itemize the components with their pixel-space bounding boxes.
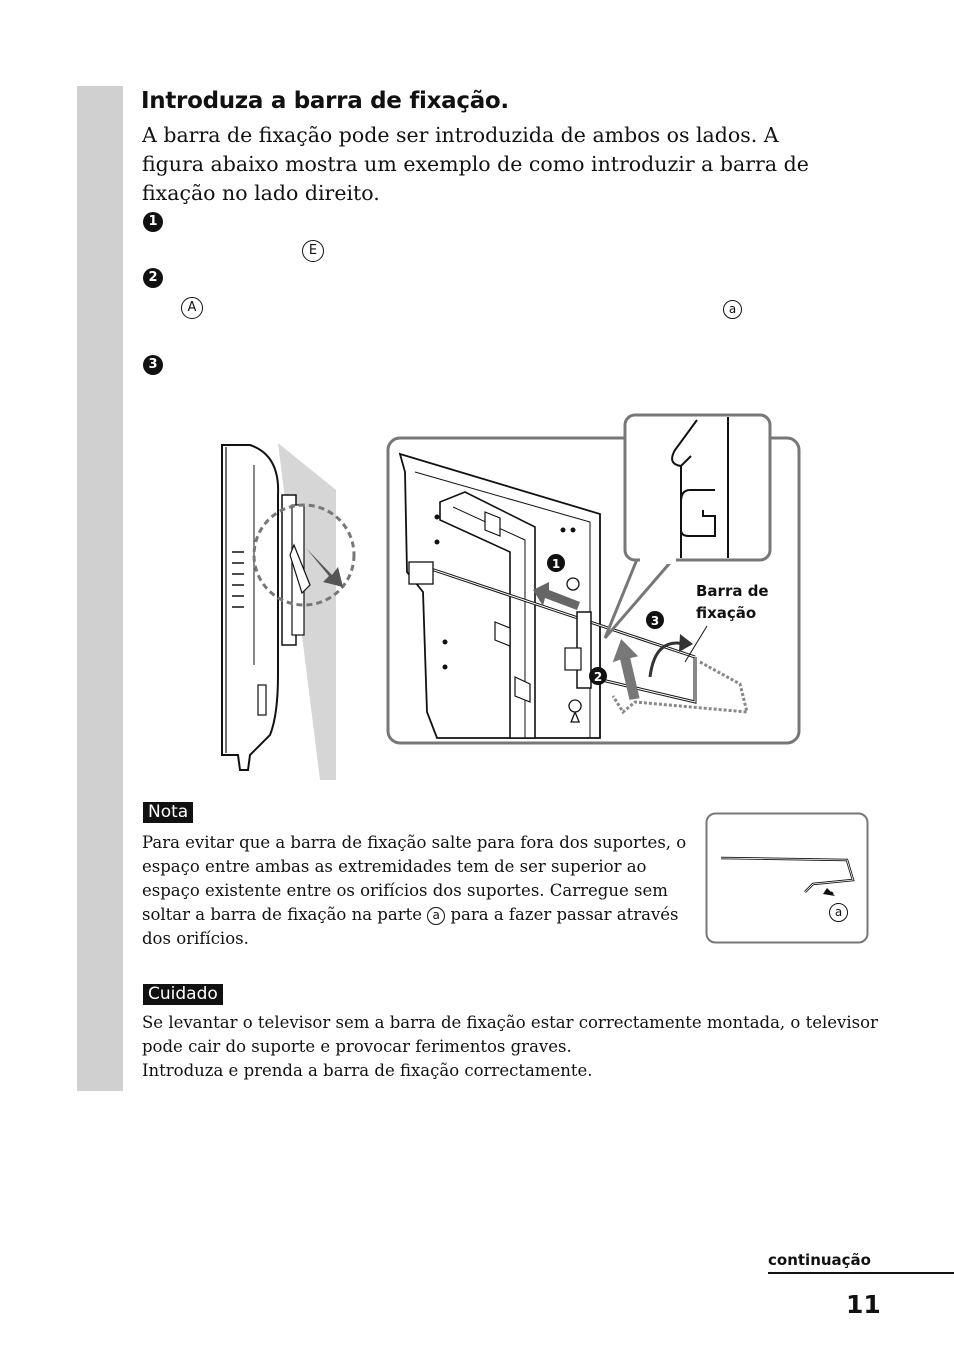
caution-line-1: Se levantar o televisor sem a barra de fixação estar correctamente montada, o televisor pode cair do suporte e provocar ferimentos graves. — [142, 1013, 878, 1056]
note-text — [142, 831, 687, 951]
note-text-before: Para evitar que a barra de fixação salte para fora dos suportes, o espaço entre ambas as extremidades tem de ser superior ao espaço existente entre os orifícios dos suportes. Carregue sem soltar a barra de fixação na parte — [142, 833, 687, 924]
note-part-a: a — [427, 907, 445, 925]
note-label: Nota — [143, 802, 193, 823]
figure-callout-1: 1 — [551, 557, 561, 571]
section-heading: Introduza a barra de fixação. — [141, 88, 509, 114]
caution-label: Cuidado — [143, 984, 223, 1005]
step-1-marker: 1 — [143, 212, 163, 232]
step-3-marker: 3 — [143, 355, 163, 375]
margin-bar — [77, 86, 123, 1091]
note-bar-illustration — [705, 812, 870, 945]
intro-paragraph: A barra de fixação pode ser introduzida de ambos os lados. A figura abaixo mostra um exemplo de como introduzir a barra de fixação no lado direito. — [142, 123, 809, 205]
step-2-marker: 2 — [143, 268, 163, 288]
figure-callout-2: 2 — [593, 670, 603, 684]
step-2-reference-a: A — [181, 297, 203, 319]
continued-label: continuação — [768, 1251, 871, 1269]
mounting-bracket-illustration — [385, 412, 805, 748]
caution-line-2: Introduza e prenda a barra de fixação correctamente. — [142, 1061, 593, 1080]
step-2-part-a: a — [723, 300, 742, 319]
tv-side-view-illustration — [210, 435, 360, 780]
footer-rule — [768, 1272, 954, 1274]
fixing-bar-label-line1: Barra de — [696, 582, 769, 600]
fixing-bar-label-line2: fixação — [696, 604, 757, 622]
step-1-reference-e: E — [302, 240, 324, 262]
figure-callout-3: 3 — [650, 614, 660, 628]
page-number: 11 — [846, 1290, 881, 1319]
caution-text — [142, 1011, 887, 1083]
note-text-after: para a fazer passar através dos orifícios. — [142, 905, 679, 948]
note-figure-part-a: a — [829, 903, 848, 922]
